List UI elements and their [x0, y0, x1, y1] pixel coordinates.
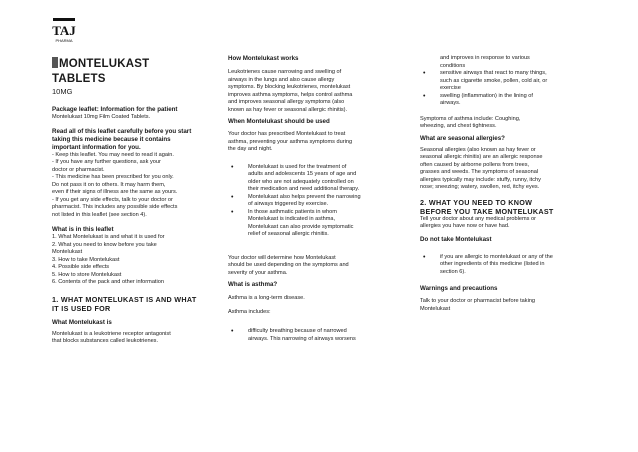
how-works-line: symptoms. By blocking leukotrienes, montelukast [228, 84, 351, 90]
list-item [228, 328, 398, 343]
bullet-line: • Montelukast is used for the treatment of [248, 163, 347, 170]
symptoms-line: Symptoms of asthma include: Coughing, [420, 115, 521, 122]
usage-bullet-list [228, 164, 398, 239]
read-warning-line: important information for you. [52, 143, 141, 151]
read-warning-line: Read all of this leaflet carefully before you start [52, 127, 192, 135]
bullet-line: other ingredients of this medicine (listed in [440, 261, 545, 267]
what-is-line: Montelukast is a leukotriene receptor antagonist [52, 330, 171, 337]
toc-heading: What is in this leaflet [52, 226, 114, 233]
bullet-line: such as cigarette smoke, pollen, cold air, or [440, 77, 548, 84]
what-is-asthma-heading: What is asthma? [228, 281, 278, 288]
advice-line: - If you have any further questions, ask your [52, 159, 161, 165]
bullet-line: • if you are allergic to montelukast or any of the [440, 253, 553, 260]
toc-item: 3. How to take Montelukast [52, 256, 120, 263]
bullet-line: airways. This narrowing of airways worsens [248, 335, 356, 342]
what-is-heading: What Montelukast is [52, 318, 112, 326]
do-not-take-heading: Do not take Montelukast [420, 235, 492, 243]
list-item [420, 254, 592, 277]
seasonal-line: often caused by airborne pollens from trees, [420, 161, 530, 168]
advice-line: - Keep this leaflet. You may need to read it again. [52, 151, 174, 158]
symptoms-line: wheezing, and chest tightness. [420, 123, 497, 129]
seasonal-line: Seasonal allergies (also known as hay fever or [420, 146, 536, 153]
list-item [420, 93, 592, 108]
list-item [228, 164, 398, 194]
bullet-line: of airways triggered by exercise. [248, 201, 329, 207]
logo-subtext: PHARMA [55, 38, 73, 43]
column-1 [52, 106, 217, 346]
bullet-line: adults and adolescents 15 years of age and [248, 171, 357, 177]
how-works-line: Leukotrienes cause narrowing and swelling of [228, 69, 342, 75]
dose-strength: 10MG [52, 87, 73, 96]
bullet-line: • sensitive airways that react to many things, [440, 70, 547, 76]
seasonal-line: grasses and weeds. The symptoms of seasonal [420, 169, 539, 175]
asthma-bullet-list-cont [420, 70, 592, 108]
list-item [228, 194, 398, 209]
how-works-line: improves asthma symptoms, helps control asthma [228, 91, 353, 98]
toc-item: 5. How to store Montelukast [52, 271, 122, 278]
advice-line: Do not pass it on to others. It may harm them, [52, 181, 166, 188]
column-2 [228, 55, 398, 343]
determine-line: should be used depending on the symptoms and [228, 262, 349, 268]
bullet-line: • swelling (inflammation) in the lining of [440, 92, 533, 99]
seasonal-line: seasonal allergic rhinitis) are an allergic response [420, 154, 543, 160]
logo-mark-icon [52, 18, 76, 44]
warnings-line: Talk to your doctor or pharmacist before taking [420, 298, 536, 304]
when-used-line: Your doctor has prescribed Montelukast to treat [228, 131, 346, 137]
bullet-line: • Montelukast also helps prevent the narrowing [248, 193, 361, 200]
how-works-heading: How Montelukast works [228, 55, 299, 62]
company-logo [52, 18, 76, 44]
title-marker [52, 57, 58, 68]
advice-line: - If you get any side effects, talk to your doctor or [52, 196, 173, 203]
toc-item: 2. What you need to know before you take [52, 241, 157, 248]
asthma-line: Asthma is a long-term disease. [228, 295, 305, 301]
bullet-line: older who are not adequately controlled on [248, 178, 354, 185]
asthma-bullet-list [228, 328, 398, 343]
bullet-line: airways. [440, 100, 461, 106]
bullet-line: Montelukast can also provide symptomatic [248, 223, 354, 230]
title-line-2: TABLETS [52, 73, 106, 85]
bullet-line: • In those asthmatic patients in whom [248, 208, 337, 215]
bullet-line: exercise [440, 85, 461, 91]
advice-line: doctor or pharmacist. [52, 166, 105, 173]
package-leaflet-heading: Package leaflet: Information for the patient [52, 106, 178, 113]
seasonal-heading: What are seasonal allergies? [420, 134, 505, 142]
list-item [420, 70, 592, 93]
asthma-includes-label: Asthma includes: [228, 308, 271, 315]
seasonal-line: nose; sneezing; watery, swollen, red, itchy eyes. [420, 184, 540, 190]
section-1-heading: 1. WHAT MONTELUKAST IS AND WHAT [52, 294, 197, 304]
title-line-1: MONTELUKAST [59, 58, 150, 70]
warnings-heading: Warnings and precautions [420, 285, 498, 292]
continued-line: and improves in response to various [440, 55, 530, 61]
warnings-line: Montelukast [420, 305, 451, 312]
toc-item: Montelukast [52, 249, 83, 255]
advice-line: pharmacist. This includes any possible side effects [52, 204, 178, 210]
advice-line: - This medicine has been prescribed for you only. [52, 174, 174, 180]
toc-item: 1. What Montelukast is and what it is used for [52, 234, 165, 240]
when-used-heading: When Montelukast should be used [228, 118, 330, 125]
determine-line: Your doctor will determine how Montelukast [228, 254, 336, 261]
do-not-take-list [420, 254, 592, 277]
toc-item: 4. Possible side effects [52, 264, 110, 270]
bullet-line: Montelukast is indicated in asthma, [248, 216, 336, 222]
section-2-heading: BEFORE YOU TAKE MONTELUKAST [420, 206, 554, 216]
advice-line: not listed in this leaflet (see section 4). [52, 211, 147, 218]
product-title [52, 57, 149, 87]
bullet-line: their medication and need additional therapy. [248, 186, 360, 192]
bullet-line: relief of seasonal allergic rhinitis. [248, 231, 329, 237]
how-works-line: and improves seasonal allergy symptoms (also [228, 99, 345, 105]
logo-text: TAJ [52, 23, 76, 38]
seasonal-line: allergies typically may include: stuffy, runny, itchy [420, 176, 541, 183]
section-1-heading: IT IS USED FOR [52, 303, 111, 313]
bullet-line: section 6). [440, 268, 466, 275]
what-is-line: that blocks substances called leukotrienes. [52, 338, 159, 344]
how-works-line: known as hay fever or seasonal allergic rhinitis). [228, 106, 348, 113]
tell-doctor-line: allergies you have now or have had. [420, 223, 510, 229]
read-warning-line: taking this medicine because it contains [52, 135, 171, 143]
continued-line: conditions [440, 62, 466, 69]
tell-doctor-line: Tell your doctor about any medical problems or [420, 215, 536, 222]
how-works-line: airways in the lungs and also cause allergy [228, 76, 335, 83]
column-3 [420, 55, 592, 313]
package-leaflet-sub: Montelukast 10mg Film Coated Tablets. [52, 114, 151, 120]
section-2-heading: 2. WHAT YOU NEED TO KNOW [420, 197, 533, 207]
determine-line: severity of your asthma. [228, 269, 288, 276]
advice-line: even if their signs of illness are the same as yours. [52, 189, 178, 195]
list-item [228, 209, 398, 239]
bullet-line: • difficulty breathing because of narrowed [248, 328, 347, 334]
toc-item: 6. Contents of the pack and other information [52, 279, 164, 285]
when-used-line: the day and night. [228, 146, 273, 152]
when-used-line: asthma, preventing your asthma symptoms during [228, 138, 353, 145]
